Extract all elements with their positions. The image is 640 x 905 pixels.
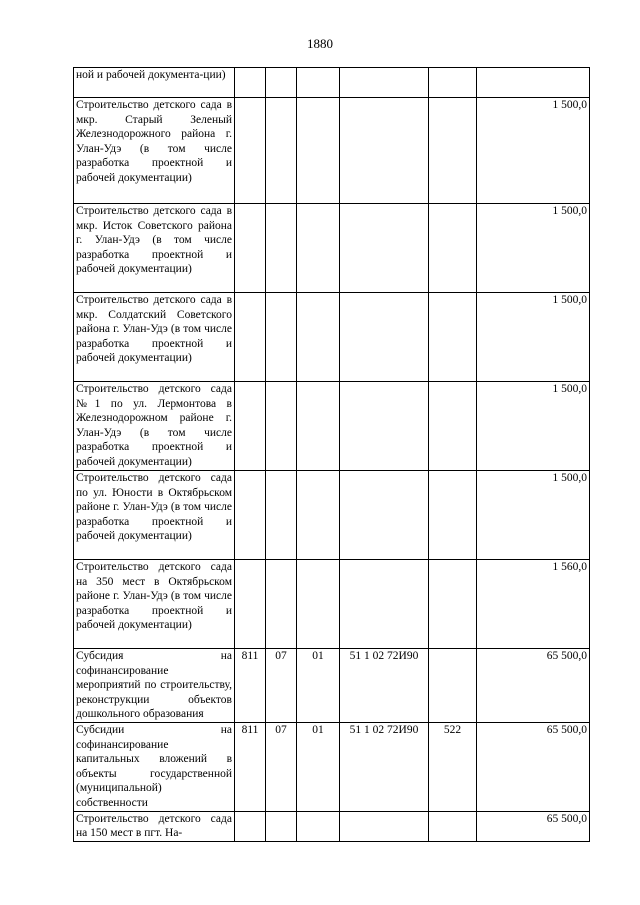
amount-cell: 65 500,0 [477, 811, 590, 841]
admin-code-cell: 811 [235, 649, 266, 723]
expense-type-cell [429, 204, 477, 293]
table-row [74, 560, 590, 649]
subsection-cell [297, 293, 340, 382]
admin-code-cell [235, 293, 266, 382]
amount-cell: 1 560,0 [477, 560, 590, 649]
target-article-cell [340, 382, 429, 471]
amount-cell: 1 500,0 [477, 293, 590, 382]
expense-type-cell [429, 811, 477, 841]
subsection-cell: 01 [297, 649, 340, 723]
target-article-cell [340, 98, 429, 204]
section-cell [266, 293, 297, 382]
subsection-cell [297, 204, 340, 293]
amount-cell [477, 68, 590, 98]
expense-type-cell [429, 560, 477, 649]
row-name-cell: Строительство детского сада на 350 мест в Октябрьском районе г. Улан-Удэ (в том числе разработка проектной и рабочей документации) [74, 560, 235, 649]
target-article-cell [340, 560, 429, 649]
row-name-cell: Строительство детского сада №1 по ул. Лермонтова в Железнодорожном районе г. Улан-Удэ (в том числе разработка проектной и рабочей документации) [74, 382, 235, 471]
amount-cell: 1 500,0 [477, 98, 590, 204]
admin-code-cell: 811 [235, 723, 266, 812]
admin-code-cell [235, 560, 266, 649]
amount-cell: 1 500,0 [477, 382, 590, 471]
admin-code-cell [235, 471, 266, 560]
table-row [74, 649, 590, 723]
admin-code-cell [235, 204, 266, 293]
section-cell [266, 98, 297, 204]
expense-type-cell [429, 293, 477, 382]
admin-code-cell [235, 382, 266, 471]
row-name-cell: Строительство детского сада по ул. Юности в Октябрьском районе г. Улан-Удэ (в том числе разработка проектной и рабочей документации) [74, 471, 235, 560]
row-name-cell: Строительство детского сада на 150 мест в пгт. На- [74, 811, 235, 841]
row-name-cell: Субсидии на софинансирование капитальных вложений в объекты государственной (муниципальной) собственности [74, 723, 235, 812]
amount-cell: 65 500,0 [477, 723, 590, 812]
target-article-cell: 51 1 02 72И90 [340, 649, 429, 723]
table-row [74, 293, 590, 382]
row-name-cell: Субсидия на софинансирование мероприятий по строительству, реконструкции объектов дошкольного образования [74, 649, 235, 723]
subsection-cell [297, 560, 340, 649]
target-article-cell: 51 1 02 72И90 [340, 723, 429, 812]
page-number: 1880 [307, 36, 333, 51]
target-article-cell [340, 204, 429, 293]
budget-table-body [74, 68, 590, 842]
subsection-cell [297, 382, 340, 471]
subsection-cell [297, 811, 340, 841]
table-row [74, 471, 590, 560]
section-cell [266, 560, 297, 649]
expense-type-cell [429, 649, 477, 723]
table-row [74, 68, 590, 98]
amount-cell: 1 500,0 [477, 204, 590, 293]
expense-type-cell [429, 68, 477, 98]
subsection-cell [297, 471, 340, 560]
section-cell [266, 382, 297, 471]
row-name-cell: Строительство детского сада в мкр. Исток Советского района г. Улан-Удэ (в том числе разработка проектной и рабочей документации) [74, 204, 235, 293]
target-article-cell [340, 68, 429, 98]
section-cell [266, 811, 297, 841]
target-article-cell [340, 471, 429, 560]
section-cell [266, 68, 297, 98]
admin-code-cell [235, 68, 266, 98]
subsection-cell [297, 98, 340, 204]
section-cell [266, 204, 297, 293]
row-name-cell: ной и рабочей документа-ции) [74, 68, 235, 98]
section-cell [266, 471, 297, 560]
expense-type-cell [429, 98, 477, 204]
amount-cell: 65 500,0 [477, 649, 590, 723]
admin-code-cell [235, 811, 266, 841]
table-row [74, 382, 590, 471]
expense-type-cell [429, 382, 477, 471]
budget-table [73, 67, 590, 842]
table-row [74, 204, 590, 293]
amount-cell: 1 500,0 [477, 471, 590, 560]
admin-code-cell [235, 98, 266, 204]
row-name-cell: Строительство детского сада в мкр. Солдатский Советского района г. Улан-Удэ (в том числе разработка проектной и рабочей документации) [74, 293, 235, 382]
target-article-cell [340, 811, 429, 841]
expense-type-cell: 522 [429, 723, 477, 812]
section-cell: 07 [266, 649, 297, 723]
table-row [74, 98, 590, 204]
table-row [74, 811, 590, 841]
row-name-cell: Строительство детского сада в мкр. Старый Зеленый Железнодорожного района г. Улан-Удэ (в том числе разработка проектной и рабочей документации) [74, 98, 235, 204]
table-row [74, 723, 590, 812]
subsection-cell [297, 68, 340, 98]
target-article-cell [340, 293, 429, 382]
section-cell: 07 [266, 723, 297, 812]
expense-type-cell [429, 471, 477, 560]
subsection-cell: 01 [297, 723, 340, 812]
